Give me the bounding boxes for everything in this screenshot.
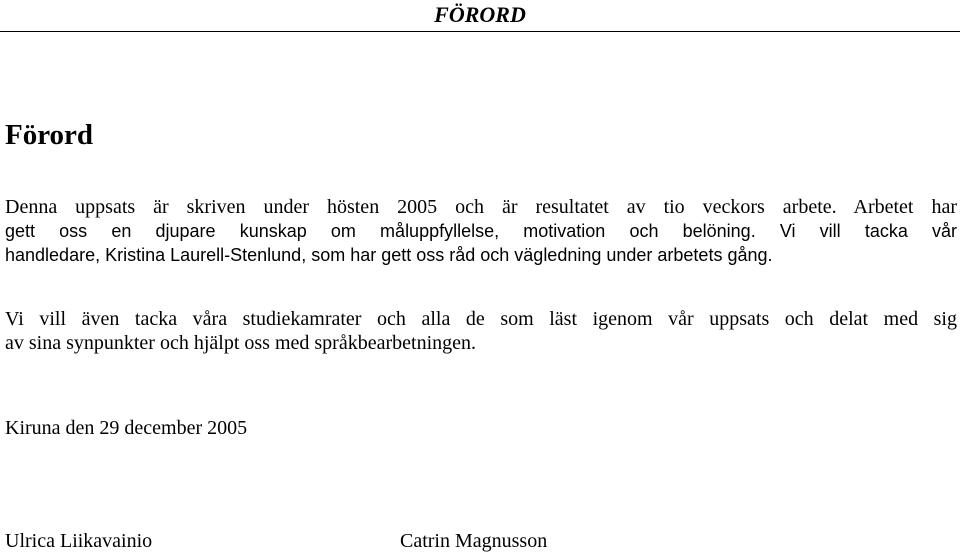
paragraph-1-line-1: Denna uppsats är skriven under hösten 2005 och är resultatet av tio veckors arbete. Arbetet har [5, 196, 957, 218]
signature-author-2: Catrin Magnusson [400, 530, 548, 552]
paragraph-2-line-1: Vi vill även tacka våra studiekamrater och alla de som läst igenom vår uppsats och delat med sig [5, 308, 957, 330]
acknowledgement-paragraph-2 [5, 307, 957, 355]
signature-author-1: Ulrica Liikavainio [5, 530, 153, 552]
paragraph-2-line-2: av sina synpunkter och hjälpt oss med språkbearbetningen. [5, 332, 476, 354]
acknowledgement-paragraph-1 [5, 195, 957, 267]
page-heading: Förord [5, 119, 94, 151]
paragraph-1-line-2: gett oss en djupare kunskap om måluppfyllelse, motivation och belöning. Vi vill tacka vår [5, 221, 957, 241]
paragraph-1-line-3: handledare, Kristina Laurell-Stenlund, som har gett oss råd och vägledning under arbetets gång. [5, 245, 773, 265]
running-header-title: FÖRORD [434, 2, 526, 27]
running-header [0, 0, 960, 32]
place-and-date: Kiruna den 29 december 2005 [5, 417, 248, 439]
